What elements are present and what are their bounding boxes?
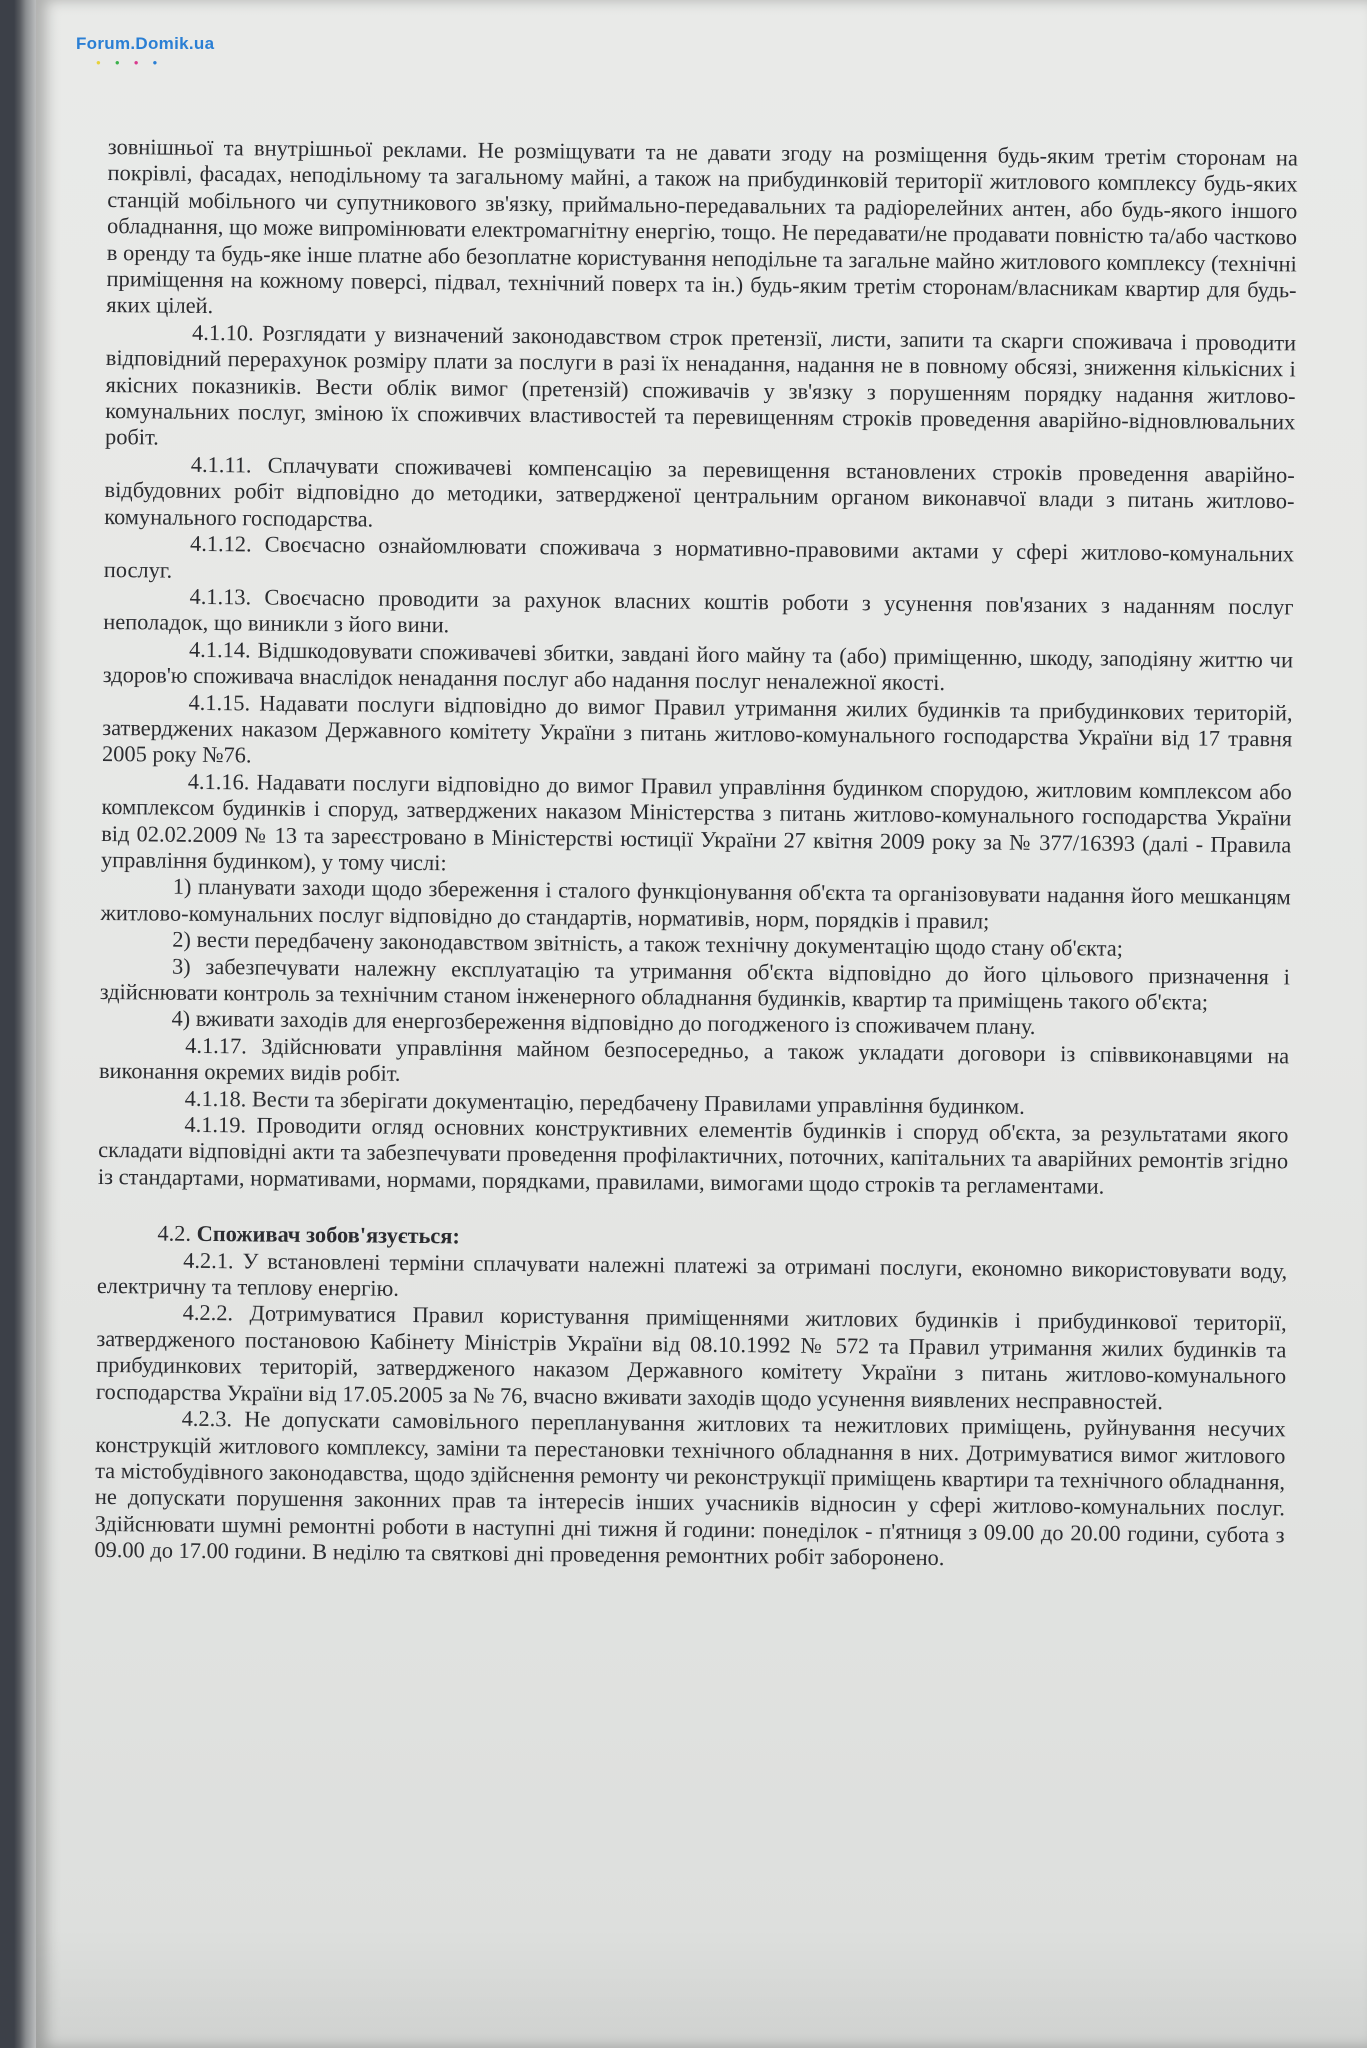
section-number: 4.2. bbox=[157, 1220, 192, 1247]
subitem-1: 1) планувати заходи щодо збереження і сталого функціонування об'єкта та організовувати надання його мешканцям житлово-комунальних послуг відповідно до стандартів, нормативів, норм, порядків і правил; bbox=[100, 874, 1291, 934]
clause-4-1-19: 4.1.19. Проводити огляд основних конструктивних елементів будинків і споруд об'єкта, за результатами якого складати відповідні акти та забезпечувати проведення профілактичних, поточних, капітальних та аварійних ремонтів згідно із стандартами, нормативами, нормами, порядками, правилами, вимогами щодо строків та регламентами. bbox=[97, 1111, 1289, 1199]
clause-4-1-11: 4.1.11. Сплачувати споживачеві компенсацію за перевищення встановлених строків проведення аварійно-відбудовних робіт відповідно до методики, затвердженої центральним органом виконавчої влади з питань житлово-комунального господарства. bbox=[104, 451, 1295, 532]
clause-4-1-18: 4.1.18. Вести та зберігати документацію, передбачену Правилами управління будинком. bbox=[184, 1085, 1025, 1119]
section-title: Споживач зобов'язується: bbox=[196, 1221, 460, 1249]
clause-4-1-12: 4.1.12. Своєчасно ознайомлювати споживача з нормативно-правовими актами у сфері житлово-комунальних послуг. bbox=[103, 530, 1295, 583]
clause-4-1-16: 4.1.16. Надавати послуги відповідно до вимог Правил управління будинком спорудою, житловим комплексом або комплексом будинків і споруд, затверджених наказом Міністерства з питань житлово-комунального господарства України від 02.02.2009 № 13 та зареєстровано в Міністерстві юстиції України 27 квітня 2009 року за № 377/16393 (далі - Правила управління будинком), у тому числі: bbox=[100, 768, 1292, 876]
clause-4-1-17: 4.1.17. Здійснювати управління майном безпосередньо, а також укладати договори із співвиконавцями на виконання окремих видів робіт. bbox=[98, 1032, 1290, 1087]
clause-4-2-2: 4.2.2. Дотримуватися Правил користування приміщеннями житлових будинків і прибудинкової території, затвердженого постановою Кабінету Міністрів України від 08.10.1992 № 572 та Правил утримання жилих будинків та прибудинкових територій, затвердженого наказом Державного комітету України з питань житлово-комунального господарства України від 17.05.2005 за № 76, вчасно вживати заходів щодо усунення виявлених несправностей. bbox=[95, 1300, 1287, 1414]
clause-4-1-10: 4.1.10. Розглядати у визначений законодавством строк претензії, листи, запити та скарги споживача і проводити відповідний перерахунок розміру плати за послуги в разі їх ненадання, надання не в повному обсязі, зниження кількісних і якісних показників. Вести облік вимог (претензій) споживачів у зв'язку з порушенням порядку надання житлово-комунальних послуг, зміною їх споживчих властивостей та перевищенням строків проведення аварійно-відновлювальних робіт. bbox=[104, 319, 1297, 450]
clause-4-2-1: 4.2.1. У встановлені терміни сплачувати належні платежі за отримані послуги, економно використовувати воду, електричну та теплову енергію. bbox=[96, 1247, 1288, 1301]
watermark-dots: ●●●● bbox=[96, 58, 172, 67]
document-body bbox=[94, 134, 1298, 1575]
subitem-4: 4) вживати заходів для енергозбереження відповідно до погодженого із споживачем плану. bbox=[171, 1006, 1036, 1040]
document-page bbox=[36, 0, 1367, 2048]
subitem-3: 3) забезпечувати належну експлуатацію та утримання об'єкта відповідно до його цільового призначення і здійснювати контроль за технічним станом інженерного обладнання будинків, квартир та приміщень такого об'єкта; bbox=[99, 953, 1291, 1015]
clause-4-1-15: 4.1.15. Надавати послуги відповідно до вимог Правил утримання жилих будинків та прибудинкових територій, затверджених наказом Державного комітету України з питань житлово-комунального господарства України від 17 травня 2005 року №76. bbox=[101, 689, 1293, 768]
paragraph-continuation: зовнішньої та внутрішньої реклами. Не розміщувати та не давати згоду на розміщення будь-яким третім сторонам на покрівлі, фасадах, неподільному та загальному майні, а також на прибудинковій території житлового комплексу будь-яких станцій мобільного чи супутникового зв'язку, приймально-передавальних та радіорелейних антен, або будь-якого іншого обладнання, що може випромінювати електромагнітну енергію, тощо. Не передавати/не продавати повністю та/або частково в оренду та будь-яке інше платне або безоплатне користування неподільне та загальне майно житлового комплексу (технічні приміщення на кожному поверсі, підвал, технічний поверх та ін.) будь-яким третім сторонам/власникам квартир для будь-яких цілей. bbox=[106, 134, 1298, 319]
clause-4-2-3: 4.2.3. Не допускати самовільного перепланування житлових та нежитлових приміщень, руйнування несучих конструкцій житлового комплексу, заміни та перестановки технічного обладнання в них. Дотримуватися вимог житлового та містобудівного законодавства, щодо здійснення ремонту чи реконструкції приміщень квартири та технічного обладнання, не допускати порушення законних прав та інтересів інших учасників відносин у сфері житлово-комунальних послуг. Здійснювати шумні ремонтні роботи в наступні дні тижня й години: понеділок - п'ятниця з 09.00 до 20.00 години, субота з 09.00 до 17.00 години. В неділю та святкові дні проведення ремонтних робіт заборонено. bbox=[94, 1405, 1286, 1571]
clause-4-1-13: 4.1.13. Своєчасно проводити за рахунок власних коштів роботи з усунення пов'язаних з наданням послуг неполадок, що виникли з його вини. bbox=[103, 583, 1294, 638]
subitem-2: 2) вести передбачену законодавством звітність, а також технічну документацію щодо стану об'єкта; bbox=[172, 926, 1124, 961]
clause-4-1-14: 4.1.14. Відшкодовувати споживачеві збитки, завдані його майну та (або) приміщенню, шкоду, заподіяну життю чи здоров'ю споживача внаслідок ненадання послуг або надання послуг неналежної якості. bbox=[102, 636, 1294, 696]
watermark-logo: Forum.Domik.ua bbox=[76, 34, 215, 53]
